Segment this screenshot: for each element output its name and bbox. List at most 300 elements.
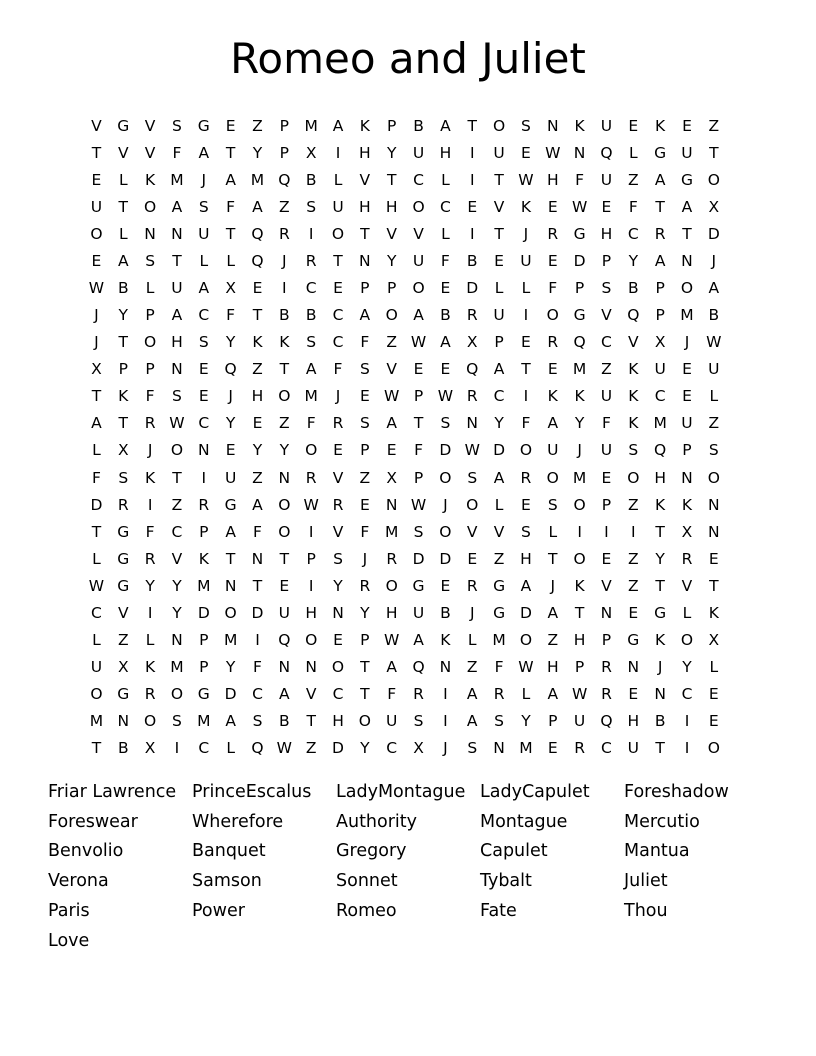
grid-letter: J: [94, 306, 99, 325]
grid-letter: C: [601, 739, 612, 758]
puzzle-title: Romeo and Juliet: [230, 34, 586, 83]
grid-letter: F: [333, 360, 343, 379]
word-list-column: [480, 778, 624, 956]
grid-letter: S: [198, 197, 209, 216]
grid-letter: Z: [627, 170, 639, 189]
grid-letter: J: [577, 441, 582, 460]
grid-letter: C: [91, 603, 102, 622]
grid-letter: M: [492, 631, 506, 650]
grid-letter: E: [467, 197, 478, 216]
grid-letter: V: [332, 522, 344, 541]
word-list-item: Wherefore: [192, 811, 284, 832]
grid-letter: O: [144, 333, 157, 352]
grid-letter: E: [225, 116, 236, 135]
grid-letter: R: [278, 224, 290, 243]
grid-letter: P: [306, 549, 316, 568]
grid-letter: U: [681, 143, 693, 162]
grid-letter: E: [440, 279, 451, 297]
grid-letter: O: [573, 495, 586, 514]
grid-letter: V: [627, 333, 639, 352]
grid-letter: P: [387, 279, 397, 297]
grid-letter: A: [440, 116, 451, 135]
grid-letter: X: [681, 522, 693, 541]
grid-letter: O: [707, 170, 720, 189]
grid-letter: R: [305, 251, 317, 270]
grid-letter: X: [91, 360, 102, 379]
grid-letter: Y: [145, 576, 155, 595]
grid-letter: S: [118, 468, 129, 487]
grid-letter: W: [545, 143, 561, 162]
grid-letter: T: [225, 224, 236, 243]
grid-letter: I: [684, 712, 690, 731]
grid-letter: U: [198, 224, 210, 243]
grid-letter: M: [572, 468, 587, 487]
grid-letter: A: [386, 414, 397, 433]
grid-letter: Z: [359, 468, 371, 487]
grid-letter: O: [224, 603, 237, 622]
grid-letter: D: [90, 495, 103, 514]
grid-letter: C: [413, 170, 424, 189]
grid-letter: H: [171, 333, 183, 352]
grid-letter: A: [252, 495, 263, 514]
grid-letter: L: [92, 631, 101, 650]
grid-letter: O: [144, 197, 157, 216]
grid-letter: W: [384, 387, 400, 406]
grid-letter: V: [493, 522, 505, 541]
grid-letter: F: [387, 685, 397, 704]
grid-letter: I: [469, 143, 475, 162]
grid-letter: Y: [252, 441, 263, 460]
grid-letter: O: [358, 712, 371, 731]
grid-letter: U: [90, 197, 103, 216]
grid-letter: F: [360, 522, 370, 541]
grid-letter: A: [440, 333, 451, 352]
grid-letter: E: [521, 143, 531, 162]
grid-letter: S: [708, 441, 719, 460]
grid-letter: R: [574, 739, 585, 758]
grid-letter: Z: [171, 495, 183, 514]
grid-letter: L: [199, 251, 209, 270]
grid-letter: T: [413, 414, 424, 433]
grid-letter: T: [709, 143, 719, 162]
grid-letter: S: [494, 712, 504, 731]
grid-letter: G: [573, 224, 586, 243]
grid-letter: E: [225, 441, 236, 460]
grid-letter: B: [117, 739, 129, 758]
grid-letter: N: [171, 631, 183, 650]
grid-letter: S: [467, 739, 478, 758]
grid-letter: E: [91, 251, 102, 270]
grid-letter: U: [600, 116, 613, 135]
grid-letter: W: [276, 739, 292, 758]
grid-letter: Y: [360, 739, 370, 758]
word-list-item: Love: [48, 930, 90, 951]
grid-letter: K: [574, 576, 585, 595]
word-list-item: Friar Lawrence: [48, 782, 177, 802]
grid-letter: I: [469, 170, 475, 189]
grid-letter: A: [681, 197, 693, 216]
word-list-column: [48, 778, 192, 956]
grid-letter: D: [332, 739, 344, 758]
grid-letter: W: [384, 631, 400, 650]
grid-letter: L: [226, 251, 235, 270]
grid-letter: P: [360, 279, 370, 297]
grid-letter: N: [171, 360, 183, 379]
letter-grid: [83, 112, 727, 762]
grid-letter: H: [546, 170, 559, 189]
grid-letter: X: [117, 441, 129, 460]
grid-letter: R: [413, 685, 424, 704]
grid-letter: O: [170, 441, 184, 460]
grid-letter: Q: [600, 712, 613, 731]
grid-letter: Z: [493, 549, 505, 568]
grid-letter: Z: [627, 549, 639, 568]
grid-letter: N: [546, 116, 559, 135]
grid-letter: T: [279, 549, 290, 568]
grid-letter: R: [681, 549, 693, 568]
grid-letter: A: [708, 279, 720, 297]
grid-letter: P: [360, 631, 370, 650]
grid-letter: Z: [547, 631, 559, 650]
grid-letter: K: [547, 387, 558, 406]
grid-letter: P: [574, 279, 585, 297]
grid-letter: U: [627, 739, 639, 758]
grid-letter: L: [709, 658, 719, 677]
grid-letter: O: [519, 631, 533, 650]
grid-letter: A: [225, 712, 236, 731]
grid-letter: N: [144, 224, 156, 243]
word-list-item: Romeo: [336, 900, 397, 921]
grid-letter: D: [197, 603, 210, 622]
grid-letter: O: [492, 116, 506, 135]
grid-letter: E: [333, 279, 343, 297]
grid-letter: T: [91, 143, 102, 162]
grid-letter: T: [386, 170, 397, 189]
grid-letter: X: [386, 468, 398, 487]
grid-letter: P: [413, 468, 424, 487]
grid-letter: M: [385, 522, 399, 541]
grid-letter: W: [410, 333, 427, 352]
grid-letter: F: [521, 414, 531, 433]
grid-letter: K: [145, 658, 156, 677]
grid-letter: R: [332, 414, 344, 433]
grid-letter: M: [304, 387, 318, 406]
word-list-item: Montague: [480, 811, 568, 832]
grid-letter: L: [628, 143, 638, 162]
grid-letter: D: [251, 603, 264, 622]
grid-letter: K: [145, 468, 156, 487]
grid-letter: V: [117, 143, 129, 162]
grid-letter: K: [655, 631, 666, 650]
grid-letter: A: [305, 360, 317, 379]
grid-letter: H: [385, 197, 398, 216]
grid-letter: B: [440, 603, 451, 622]
grid-letter: S: [413, 522, 424, 541]
grid-letter: H: [654, 468, 666, 487]
grid-letter: N: [681, 468, 693, 487]
grid-letter: A: [279, 685, 290, 704]
grid-letter: E: [601, 468, 612, 487]
grid-letter: O: [385, 576, 398, 595]
grid-letter: W: [464, 441, 480, 460]
grid-letter: A: [466, 712, 478, 731]
grid-letter: I: [523, 387, 529, 406]
grid-letter: V: [601, 576, 612, 595]
grid-letter: P: [682, 441, 692, 460]
word-list-item: LadyMontague: [336, 782, 466, 802]
grid-letter: A: [198, 279, 210, 297]
grid-letter: J: [469, 603, 475, 622]
grid-letter: V: [144, 116, 156, 135]
grid-letter: F: [601, 414, 611, 433]
grid-letter: S: [359, 360, 370, 379]
grid-letter: L: [682, 603, 692, 622]
grid-letter: A: [332, 116, 344, 135]
grid-letter: R: [386, 549, 398, 568]
grid-letter: C: [601, 333, 612, 352]
grid-letter: A: [413, 306, 424, 325]
grid-letter: M: [197, 712, 211, 731]
grid-letter: A: [413, 631, 424, 650]
grid-letter: W: [437, 387, 454, 406]
grid-letter: G: [117, 576, 130, 595]
grid-letter: Q: [278, 170, 291, 189]
grid-letter: A: [547, 414, 559, 433]
grid-letter: U: [386, 712, 398, 731]
grid-letter: K: [655, 116, 666, 135]
grid-letter: F: [253, 658, 262, 677]
grid-letter: A: [117, 251, 129, 270]
grid-letter: U: [412, 251, 425, 270]
grid-letter: N: [117, 712, 130, 731]
grid-letter: F: [628, 197, 638, 216]
grid-letter: E: [628, 116, 639, 135]
grid-letter: A: [547, 603, 559, 622]
word-list-item: PrinceEscalus: [192, 782, 312, 802]
grid-letter: T: [360, 658, 370, 677]
grid-letter: Z: [708, 116, 720, 135]
grid-letter: M: [223, 631, 238, 650]
grid-letter: D: [519, 603, 532, 622]
grid-letter: O: [412, 197, 425, 216]
grid-letter: I: [469, 224, 475, 243]
grid-letter: G: [654, 143, 667, 162]
grid-letter: Y: [333, 576, 343, 595]
grid-letter: M: [197, 576, 211, 595]
grid-letter: W: [571, 197, 588, 216]
grid-letter: X: [654, 333, 666, 352]
grid-letter: H: [359, 197, 371, 216]
grid-letter: M: [653, 414, 667, 433]
grid-letter: N: [197, 441, 210, 460]
grid-letter: L: [467, 631, 477, 650]
grid-letter: T: [91, 522, 102, 541]
grid-letter: O: [466, 495, 479, 514]
word-list-item: Foreshadow: [624, 782, 729, 802]
grid-letter: Z: [252, 116, 263, 135]
grid-letter: P: [199, 631, 209, 650]
grid-letter: K: [681, 495, 693, 514]
grid-letter: F: [91, 468, 101, 487]
grid-letter: B: [305, 170, 317, 189]
grid-letter: L: [548, 522, 558, 541]
grid-letter: E: [333, 631, 343, 650]
grid-letter: E: [279, 576, 290, 595]
grid-letter: J: [657, 658, 663, 677]
grid-letter: J: [550, 576, 556, 595]
grid-letter: L: [709, 387, 719, 406]
grid-letter: T: [521, 360, 531, 379]
grid-letter: F: [575, 170, 585, 189]
grid-letter: O: [278, 495, 291, 514]
word-list-item: Verona: [48, 871, 109, 892]
grid-letter: J: [443, 739, 448, 758]
grid-letter: L: [92, 549, 101, 568]
grid-letter: L: [118, 170, 128, 189]
grid-letter: P: [548, 712, 558, 731]
grid-letter: U: [654, 360, 666, 379]
grid-letter: K: [118, 387, 129, 406]
grid-letter: C: [198, 414, 210, 433]
grid-letter: Z: [279, 414, 290, 433]
grid-letter: T: [494, 224, 504, 243]
grid-letter: F: [172, 143, 182, 162]
grid-letter: S: [521, 522, 531, 541]
grid-letter: E: [467, 549, 478, 568]
grid-letter: F: [145, 387, 155, 406]
grid-letter: J: [684, 333, 690, 352]
grid-letter: O: [627, 468, 640, 487]
grid-letter: R: [198, 495, 210, 514]
grid-letter: K: [440, 631, 451, 650]
grid-letter: W: [169, 414, 185, 433]
grid-letter: V: [91, 116, 102, 135]
grid-letter: A: [466, 685, 478, 704]
grid-letter: T: [655, 522, 665, 541]
grid-letter: Q: [600, 143, 613, 162]
grid-letter: J: [711, 251, 717, 270]
grid-letter: T: [333, 251, 343, 270]
grid-letter: T: [225, 549, 236, 568]
grid-letter: H: [520, 549, 532, 568]
grid-letter: O: [519, 441, 533, 460]
grid-letter: O: [305, 631, 318, 650]
grid-letter: E: [682, 387, 692, 406]
grid-letter: T: [655, 739, 665, 758]
grid-letter: O: [331, 658, 345, 677]
grid-letter: I: [174, 739, 180, 758]
grid-letter: D: [493, 441, 506, 460]
grid-letter: E: [359, 495, 370, 514]
grid-letter: X: [708, 197, 720, 216]
grid-letter: M: [572, 360, 587, 379]
grid-letter: C: [171, 522, 183, 541]
grid-letter: B: [466, 251, 478, 270]
grid-letter: I: [147, 603, 153, 622]
grid-letter: N: [224, 576, 237, 595]
grid-letter: V: [413, 224, 424, 243]
grid-letter: I: [443, 685, 448, 704]
grid-letter: C: [332, 306, 344, 325]
grid-letter: O: [331, 224, 345, 243]
grid-letter: Y: [225, 658, 236, 677]
grid-letter: R: [466, 576, 478, 595]
grid-letter: V: [493, 197, 505, 216]
grid-letter: C: [654, 387, 666, 406]
grid-letter: A: [171, 306, 183, 325]
grid-letter: J: [201, 170, 207, 189]
grid-letter: O: [707, 468, 720, 487]
grid-letter: U: [90, 658, 103, 677]
grid-letter: I: [282, 279, 287, 297]
grid-letter: J: [362, 549, 368, 568]
grid-letter: T: [655, 197, 665, 216]
grid-letter: S: [172, 712, 182, 731]
grid-letter: O: [546, 306, 559, 325]
grid-letter: R: [520, 468, 532, 487]
grid-letter: R: [117, 495, 129, 514]
grid-letter: D: [224, 685, 237, 704]
grid-letter: J: [523, 224, 529, 243]
grid-letter: X: [305, 143, 317, 162]
grid-letter: C: [386, 739, 398, 758]
grid-letter: P: [279, 143, 289, 162]
grid-letter: P: [413, 387, 424, 406]
grid-letter: D: [439, 549, 452, 568]
grid-letter: U: [278, 603, 290, 622]
grid-letter: S: [333, 549, 343, 568]
grid-letter: T: [118, 333, 128, 352]
grid-letter: L: [521, 279, 531, 297]
grid-letter: S: [413, 712, 424, 731]
grid-letter: K: [628, 414, 639, 433]
grid-letter: E: [601, 549, 612, 568]
grid-letter: L: [92, 441, 101, 460]
grid-letter: X: [708, 631, 720, 650]
grid-letter: I: [631, 522, 636, 541]
grid-letter: I: [684, 739, 690, 758]
grid-letter: O: [170, 685, 184, 704]
grid-letter: V: [117, 603, 129, 622]
grid-letter: F: [226, 306, 236, 325]
grid-letter: B: [440, 306, 451, 325]
grid-letter: T: [279, 360, 290, 379]
grid-letter: N: [278, 658, 291, 677]
grid-letter: R: [601, 685, 612, 704]
grid-letter: U: [224, 468, 237, 487]
grid-letter: R: [144, 685, 156, 704]
grid-letter: Q: [278, 631, 291, 650]
grid-letter: B: [413, 116, 424, 135]
grid-letter: P: [655, 279, 665, 297]
grid-letter: A: [198, 143, 210, 162]
grid-letter: E: [198, 360, 209, 379]
grid-letter: P: [145, 306, 155, 325]
word-list-item: Tybalt: [480, 871, 532, 892]
grid-letter: M: [304, 116, 318, 135]
grid-letter: Z: [279, 197, 290, 216]
grid-letter: F: [440, 251, 450, 270]
grid-letter: V: [386, 360, 397, 379]
grid-letter: G: [224, 495, 237, 514]
grid-letter: T: [494, 170, 504, 189]
grid-letter: C: [439, 197, 451, 216]
grid-letter: E: [359, 387, 370, 406]
grid-letter: A: [493, 360, 505, 379]
grid-letter: G: [493, 576, 506, 595]
grid-letter: W: [303, 495, 319, 514]
grid-letter: K: [145, 170, 156, 189]
